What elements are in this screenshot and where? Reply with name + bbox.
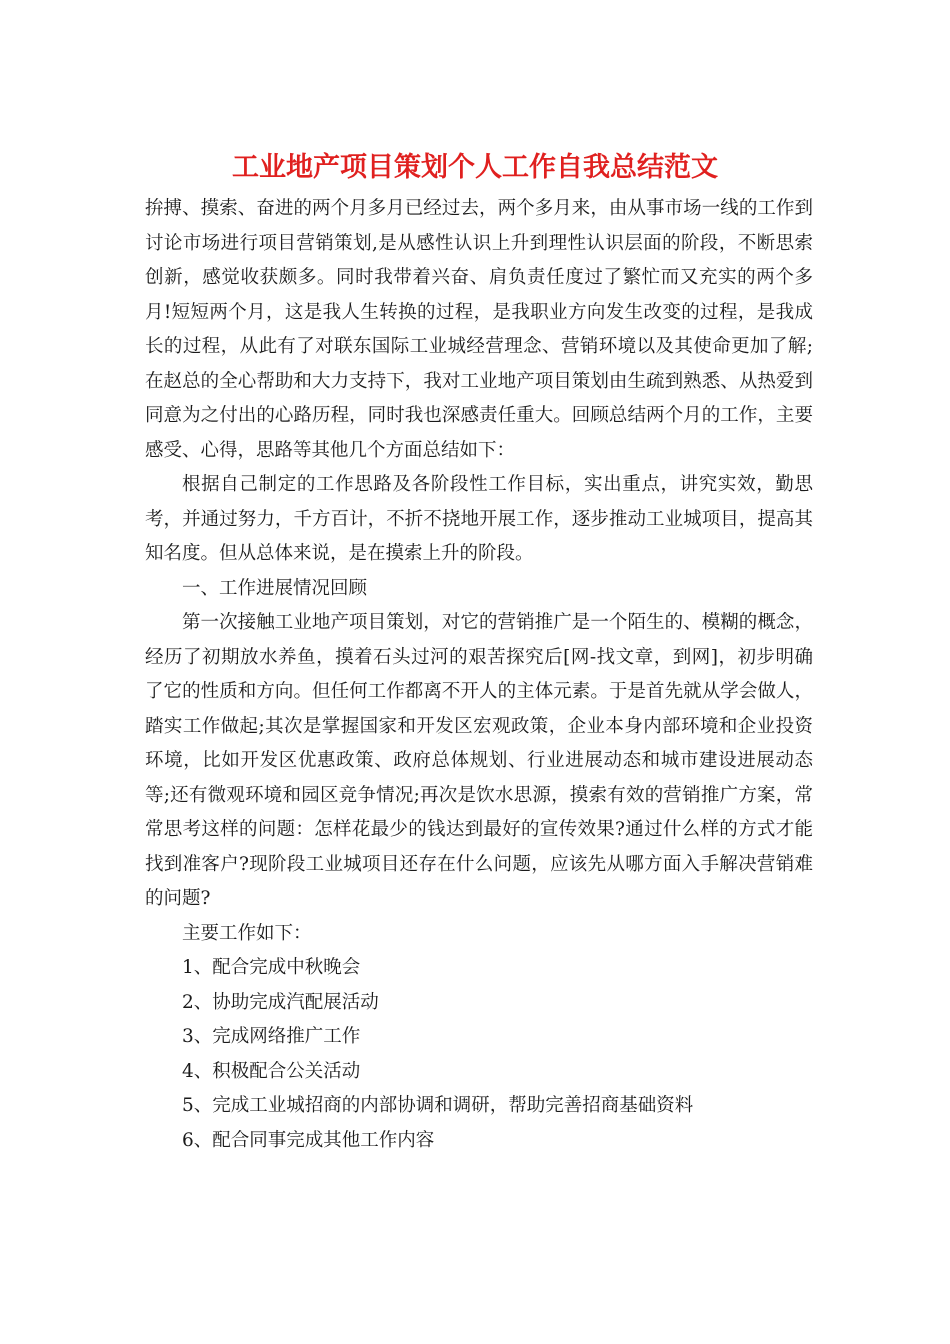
paragraph-progress: 第一次接触工业地产项目策划，对它的营销推广是一个陌生的、模糊的概念，经历了初期放水养鱼，摸着石头过河的艰苦探究后[网-找文章，到网]，初步明确了它的性质和方向。但任何工作都离不开人的主体元素。于是首先就从学会做人，踏实工作做起;其次是掌握国家和开发区宏观政策，企业本身内部环境和企业投资环境，比如开发区优惠政策、政府总体规划、行业进展动态和城市建设进展动态等;还有微观环境和园区竞争情况;再次是饮水思源，摸索有效的营销推广方案，常常思考这样的问题：怎样花最少的钱达到最好的宣传效果?通过什么样的方式才能找到准客户?现阶段工业城项目还存在什么问题，应该先从哪方面入手解决营销难的问题?: [145, 612, 813, 909]
document-title: 工业地产项目策划个人工作自我总结范文: [232, 152, 718, 183]
list-item: 4、积极配合公关活动: [182, 1060, 361, 1082]
list-item: 5、完成工业城招商的内部协调和调研，帮助完善招商基础资料: [182, 1095, 694, 1116]
list-item: 6、配合同事完成其他工作内容: [182, 1129, 435, 1151]
document-body: [145, 192, 813, 1158]
list-item: 3、完成网络推广工作: [182, 1026, 361, 1047]
list-item: 2、协助完成汽配展活动: [182, 991, 379, 1013]
paragraph-approach: 根据自己制定的工作思路及各阶段性工作目标，实出重点，讲究实效，勤思考，并通过努力，千方百计，不折不挠地开展工作，逐步推动工业城项目，提高其知名度。但从总体来说，是在摸索上升的阶段。: [145, 474, 813, 564]
list-item: 1、配合完成中秋晚会: [182, 957, 361, 978]
section-heading-progress: 一、工作进展情况回顾: [182, 577, 368, 599]
list-heading-main-work: 主要工作如下：: [182, 922, 312, 944]
paragraph-intro: 拚搏、摸索、奋进的两个月多月已经过去，两个多月来，由从事市场一线的工作到讨论市场进行项目营销策划,是从感性认识上升到理性认识层面的阶段，不断思索创新，感觉收获颇多。同时我带着兴奋、肩负责任度过了繁忙而又充实的两个多月!短短两个月，这是我人生转换的过程，是我职业方向发生改变的过程，是我成长的过程，从此有了对联东国际工业城经营理念、营销环境以及其使命更加了解;在赵总的全心帮助和大力支持下，我对工业地产项目策划由生疏到熟悉、从热爱到同意为之付出的心路历程，同时我也深感责任重大。回顾总结两个月的工作，主要感受、心得，思路等其他几个方面总结如下：: [145, 198, 813, 461]
